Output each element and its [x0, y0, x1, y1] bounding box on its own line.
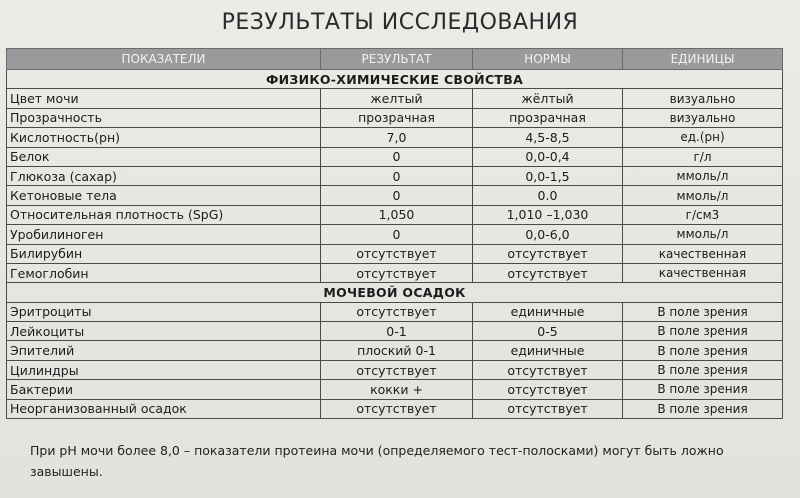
unit-value: г/см3	[623, 205, 783, 224]
indicator-name: Цвет мочи	[7, 89, 321, 108]
norm-value: 0.0	[473, 186, 623, 205]
norm-value: отсутствует	[473, 380, 623, 399]
results-table	[6, 48, 783, 419]
table-header-row	[7, 49, 783, 70]
norm-value: 0,0-1,5	[473, 166, 623, 185]
norm-value: прозрачная	[473, 108, 623, 127]
table-row	[7, 147, 783, 166]
result-value: желтый	[321, 89, 473, 108]
unit-value: ед.(рн)	[623, 128, 783, 147]
norm-value: 0,0-0,4	[473, 147, 623, 166]
table-row	[7, 360, 783, 379]
header-indicators: ПОКАЗАТЕЛИ	[7, 49, 321, 70]
indicator-name: Кетоновые тела	[7, 186, 321, 205]
section-title: МОЧЕВОЙ ОСАДОК	[7, 283, 783, 302]
result-value: плоский 0-1	[321, 341, 473, 360]
norm-value: жёлтый	[473, 89, 623, 108]
table-body	[7, 70, 783, 419]
indicator-name: Лейкоциты	[7, 322, 321, 341]
result-value: отсутствует	[321, 302, 473, 321]
table-row	[7, 399, 783, 418]
norm-value: 0,0-6,0	[473, 225, 623, 244]
table-row	[7, 128, 783, 147]
norm-value: 0-5	[473, 322, 623, 341]
result-value: отсутствует	[321, 263, 473, 282]
table-row	[7, 186, 783, 205]
unit-value: В поле зрения	[623, 399, 783, 418]
indicator-name: Уробилиноген	[7, 225, 321, 244]
table-row	[7, 166, 783, 185]
table-row	[7, 225, 783, 244]
table-row	[7, 244, 783, 263]
unit-value: ммоль/л	[623, 186, 783, 205]
norm-value: отсутствует	[473, 360, 623, 379]
result-value: 0-1	[321, 322, 473, 341]
document-title: РЕЗУЛЬТАТЫ ИССЛЕДОВАНИЯ	[221, 10, 579, 35]
header-result: РЕЗУЛЬТАТ	[321, 49, 473, 70]
unit-value: В поле зрения	[623, 360, 783, 379]
table-row	[7, 380, 783, 399]
unit-value: визуально	[623, 108, 783, 127]
result-value: прозрачная	[321, 108, 473, 127]
unit-value: качественная	[623, 244, 783, 263]
table-row	[7, 263, 783, 282]
table-row	[7, 108, 783, 127]
result-value: 0	[321, 186, 473, 205]
indicator-name: Цилиндры	[7, 360, 321, 379]
result-value: 0	[321, 147, 473, 166]
unit-value: В поле зрения	[623, 322, 783, 341]
result-value: 0	[321, 166, 473, 185]
result-value: отсутствует	[321, 244, 473, 263]
unit-value: ммоль/л	[623, 225, 783, 244]
indicator-name: Неорганизованный осадок	[7, 399, 321, 418]
norm-value: отсутствует	[473, 399, 623, 418]
table-row	[7, 322, 783, 341]
indicator-name: Относительная плотность (SpG)	[7, 205, 321, 224]
table-row	[7, 89, 783, 108]
header-norms: НОРМЫ	[473, 49, 623, 70]
result-value: 7,0	[321, 128, 473, 147]
footnote: При рН мочи более 8,0 – показатели протеина мочи (определяемого тест-полосками) могут быть ложно завышены.	[30, 443, 724, 479]
norm-value: 1,010 –1,030	[473, 205, 623, 224]
indicator-name: Кислотность(рн)	[7, 128, 321, 147]
section-title: ФИЗИКО-ХИМИЧЕСКИЕ СВОЙСТВА	[7, 70, 783, 89]
norm-value: единичные	[473, 341, 623, 360]
indicator-name: Гемоглобин	[7, 263, 321, 282]
table-row	[7, 341, 783, 360]
unit-value: В поле зрения	[623, 302, 783, 321]
indicator-name: Эритроциты	[7, 302, 321, 321]
indicator-name: Бактерии	[7, 380, 321, 399]
header-units: ЕДИНИЦЫ	[623, 49, 783, 70]
unit-value: В поле зрения	[623, 341, 783, 360]
indicator-name: Билирубин	[7, 244, 321, 263]
unit-value: г/л	[623, 147, 783, 166]
section-row	[7, 70, 783, 89]
section-row	[7, 283, 783, 302]
norm-value: 4,5-8,5	[473, 128, 623, 147]
table-row	[7, 302, 783, 321]
norm-value: отсутствует	[473, 244, 623, 263]
norm-value: единичные	[473, 302, 623, 321]
indicator-name: Белок	[7, 147, 321, 166]
norm-value: отсутствует	[473, 263, 623, 282]
indicator-name: Глюкоза (сахар)	[7, 166, 321, 185]
result-value: 0	[321, 225, 473, 244]
result-value: отсутствует	[321, 399, 473, 418]
result-value: кокки +	[321, 380, 473, 399]
result-value: 1,050	[321, 205, 473, 224]
unit-value: ммоль/л	[623, 166, 783, 185]
indicator-name: Прозрачность	[7, 108, 321, 127]
unit-value: визуально	[623, 89, 783, 108]
indicator-name: Эпителий	[7, 341, 321, 360]
unit-value: В поле зрения	[623, 380, 783, 399]
result-value: отсутствует	[321, 360, 473, 379]
unit-value: качественная	[623, 263, 783, 282]
table-row	[7, 205, 783, 224]
